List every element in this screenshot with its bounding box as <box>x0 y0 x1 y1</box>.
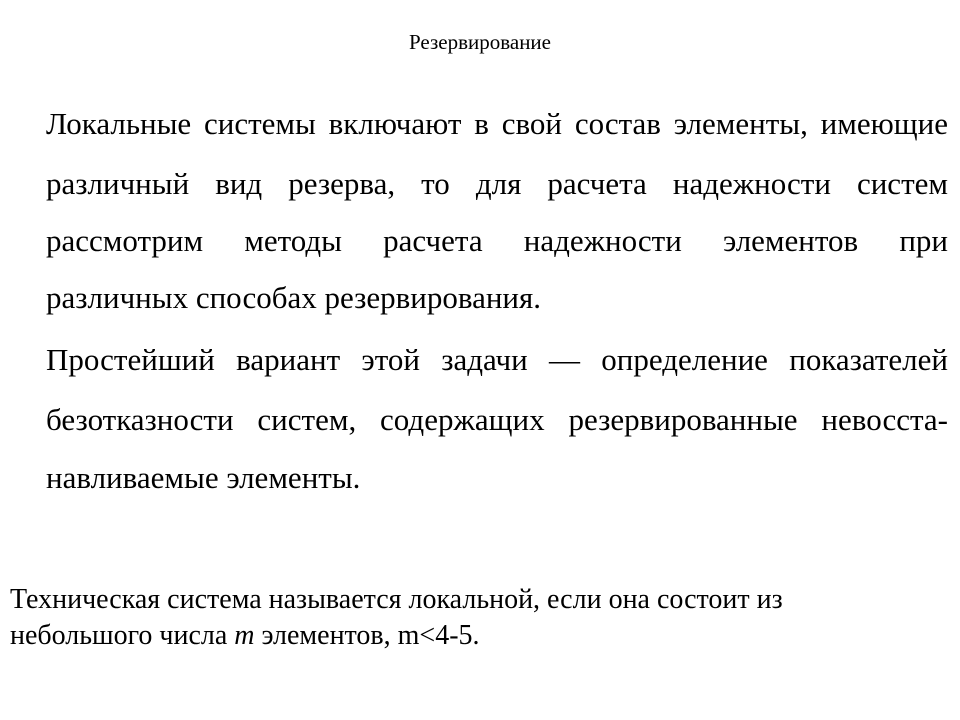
paragraph-line: Локальные системы включают в свой состав элементы, имеющие <box>46 106 948 141</box>
paragraph-line: различный вид резерва, то для расчета надежности систем <box>46 166 948 201</box>
note-text: небольшого числа <box>10 620 235 651</box>
paragraph-line: Простейший вариант этой задачи — определение показателей <box>46 342 948 377</box>
paragraph-line: рассмотрим методы расчета надежности элементов при <box>46 223 948 258</box>
paragraph-line: навливаемые элементы. <box>46 460 361 495</box>
slide-title: Резервирование <box>408 30 551 54</box>
paragraph-line: безотказности систем, содержащих резервированные невосста- <box>46 402 948 437</box>
variable-m: m <box>234 620 255 651</box>
note-line: Техническая система называется локальной, если она состоит из <box>10 584 783 615</box>
paragraph-line: различных способах резервирования. <box>46 280 542 315</box>
note-line <box>10 619 480 653</box>
note-text: элементов, m<4-5. <box>254 620 480 651</box>
